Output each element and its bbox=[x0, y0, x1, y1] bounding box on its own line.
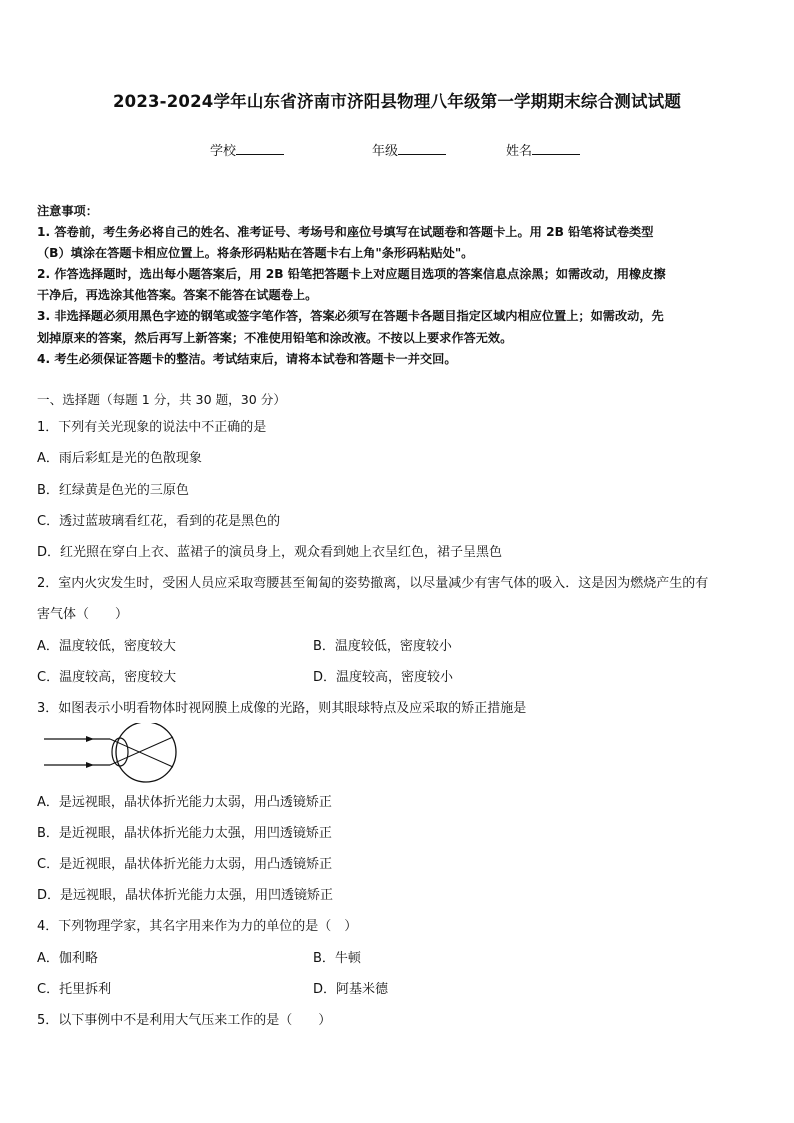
q2-stem: 2．室内火灾发生时，受困人员应采取弯腰甚至匍匐的姿势撤离，以尽量减少有害气体的吸入．这是因为燃烧产生的有 bbox=[37, 576, 709, 591]
q3-option-b: B．是近视眼，晶状体折光能力太强，用凹透镜矫正 bbox=[37, 826, 332, 841]
eye-diagram-icon bbox=[40, 723, 180, 783]
q3-stem: 3．如图表示小明看物体时视网膜上成像的光路，则其眼球特点及应采取的矫正措施是 bbox=[37, 701, 527, 716]
notes-heading: 注意事项： bbox=[37, 204, 98, 218]
q1-option-c: C．透过蓝玻璃看红花，看到的花是黑色的 bbox=[37, 514, 281, 529]
grade-label: 年级 bbox=[372, 144, 399, 159]
q1-option-b: B．红绿黄是色光的三原色 bbox=[37, 483, 189, 498]
school-blank bbox=[236, 142, 284, 155]
q4-option-c: C．托里拆利 bbox=[37, 982, 112, 997]
q2-stem-cont: 害气体（ ） bbox=[37, 607, 129, 622]
grade-field bbox=[372, 140, 446, 159]
q2-option-a: A．温度较低，密度较大 bbox=[37, 639, 176, 654]
q4-option-d: D．阿基米德 bbox=[313, 982, 389, 997]
q4-stem: 4．下列物理学家，其名字用来作为力的单位的是（ ） bbox=[37, 919, 358, 934]
name-blank bbox=[532, 142, 580, 155]
q3-option-c: C．是近视眼，晶状体折光能力太弱，用凸透镜矫正 bbox=[37, 857, 333, 872]
name-field bbox=[506, 140, 580, 159]
notes-line: 3. 非选择题必须用黑色字迹的钢笔或签字笔作答，答案必须写在答题卡各题目指定区域内相应位置上；如需改动，先 bbox=[37, 309, 664, 324]
q4-option-b: B．牛顿 bbox=[313, 951, 361, 966]
q2-option-b: B．温度较低，密度较小 bbox=[313, 639, 452, 654]
q1-stem: 1．下列有关光现象的说法中不正确的是 bbox=[37, 420, 267, 435]
q2-option-d: D．温度较高，密度较小 bbox=[313, 670, 454, 685]
q4-option-a: A．伽利略 bbox=[37, 951, 98, 966]
notes-line: 划掉原来的答案，然后再写上新答案；不准使用铅笔和涂改液。不按以上要求作答无效。 bbox=[37, 330, 513, 345]
q2-option-c: C．温度较高，密度较大 bbox=[37, 670, 177, 685]
notes-block bbox=[37, 201, 759, 370]
q5-stem: 5．以下事例中不是利用大气压来工作的是（ ） bbox=[37, 1013, 332, 1028]
notes-line: （B）填涂在答题卡相应位置上。将条形码粘贴在答题卡右上角"条形码粘贴处"。 bbox=[37, 246, 474, 261]
school-label: 学校 bbox=[210, 144, 237, 159]
name-label: 姓名 bbox=[506, 144, 533, 159]
q1-option-d: D．红光照在穿白上衣、蓝裙子的演员身上，观众看到她上衣呈红色，裙子呈黑色 bbox=[37, 545, 503, 560]
grade-blank bbox=[398, 142, 446, 155]
school-field bbox=[210, 140, 284, 159]
section-heading: 一、选择题（每题 1 分，共 30 题，30 分） bbox=[37, 392, 286, 407]
q1-option-a: A．雨后彩虹是光的色散现象 bbox=[37, 451, 202, 466]
q3-option-a: A．是远视眼，晶状体折光能力太弱，用凸透镜矫正 bbox=[37, 795, 332, 810]
notes-line: 1. 答卷前，考生务必将自己的姓名、准考证号、考场号和座位号填写在试题卷和答题卡上。用 2B 铅笔将试卷类型 bbox=[37, 225, 654, 240]
notes-line: 干净后，再选涂其他答案。答案不能答在试题卷上。 bbox=[37, 288, 318, 303]
q3-option-d: D．是远视眼，晶状体折光能力太强，用凹透镜矫正 bbox=[37, 888, 334, 903]
page-title: 2023-2024学年山东省济南市济阳县物理八年级第一学期期末综合测试试题 bbox=[112, 92, 682, 111]
notes-line: 4. 考生必须保证答题卡的整洁。考试结束后，请将本试卷和答题卡一并交回。 bbox=[37, 351, 457, 366]
notes-line: 2. 作答选择题时，选出每小题答案后，用 2B 铅笔把答题卡上对应题目选项的答案信息点涂黑；如需改动，用橡皮擦 bbox=[37, 267, 666, 282]
